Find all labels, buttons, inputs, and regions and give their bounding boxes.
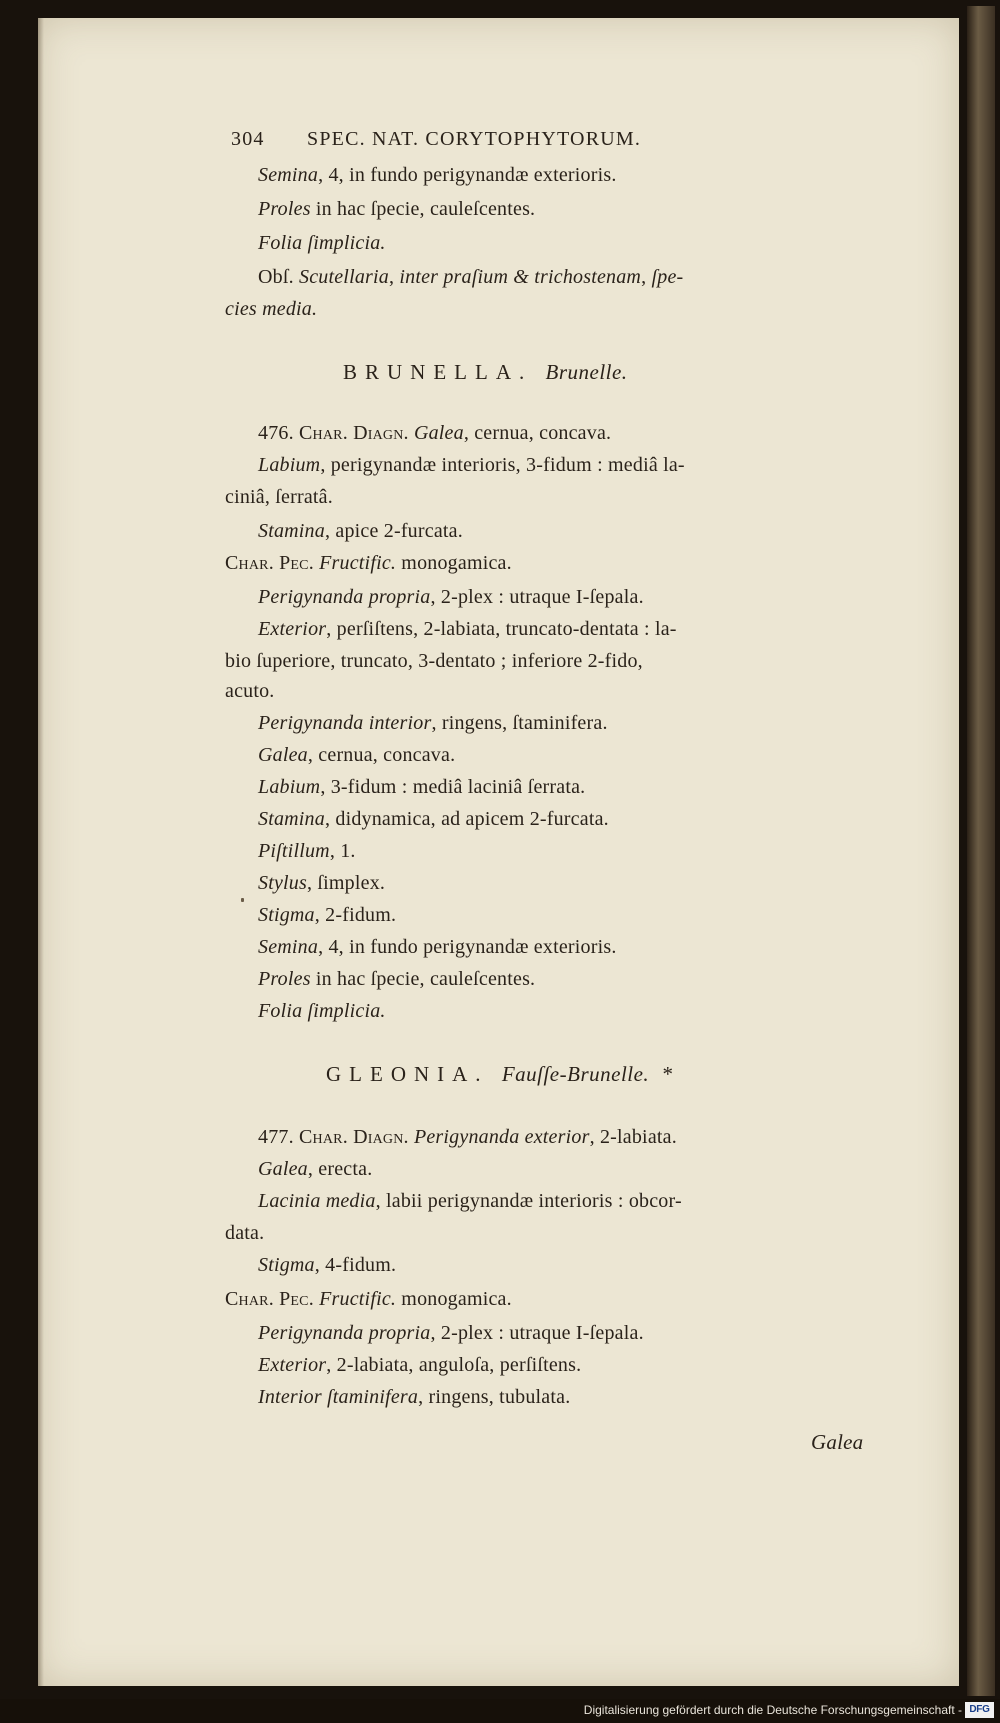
term: Stigma [258,904,315,926]
text-line [225,1288,512,1311]
term: cies media. [225,298,318,320]
description: , ringens, ſtaminifera. [431,712,608,734]
section-label: Char. Diagn. [299,1126,414,1148]
description: bio ſuperiore, truncato, 3-dentato ; inferiore 2-fido, [225,650,643,672]
description: ciniâ, ſerratâ. [225,486,333,508]
description: , ſimplex. [306,872,386,894]
text-line [258,1000,386,1023]
text-line [258,1254,396,1277]
term: Scutellaria [299,266,389,288]
text-line [258,232,386,255]
section-label: Char. Pec. [225,1288,320,1310]
text-line [258,422,611,445]
term: Stamina [258,808,325,830]
text-line [258,1354,581,1377]
footer-credit: Digitalisierung gefördert durch die Deutsche Forschungsgemeinschaft - [583,1703,962,1717]
term: Perigynanda propria [258,1322,431,1344]
term: Galea [258,744,308,766]
description: in hac ſpecie, cauleſcentes. [310,198,536,220]
text-line [225,552,512,575]
term: Labium [258,776,321,798]
genus-name: BRUNELLA. [343,360,533,384]
text-line [258,1126,677,1149]
term: Proles [258,198,311,220]
dfg-logo: DFG [965,1702,994,1718]
term: Galea [258,1158,308,1180]
description: , 4, in fundo perigynandæ exterioris. [318,164,617,186]
description: in hac ſpecie, cauleſcentes. [310,968,536,990]
description: , erecta. [307,1158,373,1180]
term: inter praſium & trichostenam [399,266,642,288]
term: Folia ſimplicia. [258,1000,386,1022]
book-spine [967,6,995,1696]
description: monogamica. [396,1288,512,1310]
term: Exterior [258,1354,327,1376]
text-line [258,198,535,221]
text-line [258,712,608,735]
punctuation: , [641,266,652,288]
text-line [258,1158,372,1181]
text-line [225,1222,264,1245]
text-line [225,680,275,703]
text-line [258,164,617,187]
term: Lacinia media [258,1190,376,1212]
genus-vernacular: Brunelle. [545,360,628,384]
text-line [258,904,396,927]
text-line [258,968,535,991]
description: data. [225,1222,265,1244]
term: Stylus [258,872,307,894]
genus-heading-brunella [343,360,628,385]
text-line [258,586,644,609]
term: Labium [258,454,321,476]
text-line [258,840,356,863]
term: Piſtillum [258,840,330,862]
term: Fructific. [319,552,397,574]
catchword: Galea [811,1430,864,1454]
genus-name: GLEONIA. [326,1062,489,1086]
term: Folia ſimplicia. [258,232,386,254]
description: , 2-labiata, anguloſa, perſiſtens. [326,1354,582,1376]
asterisk-mark: * [649,1062,681,1086]
text-line [258,1386,570,1409]
entry-number: 477. [258,1126,299,1148]
text-line [258,1190,682,1213]
text-line [258,744,455,767]
page-edge-shadow [38,18,44,1686]
punctuation: , [388,266,400,288]
term: Semina [258,936,319,958]
description: monogamica. [396,552,512,574]
description: , 2-labiata. [589,1126,677,1148]
term: Stigma [258,1254,315,1276]
text-line [258,872,385,895]
term: Interior ſtaminifera [258,1386,419,1408]
term: Exterior [258,618,327,640]
text-line [258,520,463,543]
description: acuto. [225,680,275,702]
text-line [258,618,677,641]
text-line [225,650,643,673]
book-page [38,18,959,1686]
term: Perigynanda interior [258,712,432,734]
term: Perigynanda propria [258,586,431,608]
description: , 2-plex : utraque I-ſepala. [430,586,644,608]
section-label: Char. Pec. [225,552,320,574]
page-number: 304 [231,128,265,150]
genus-heading-gleonia [326,1062,681,1087]
section-label: Char. Diagn. [299,422,414,444]
description: , 1. [329,840,356,862]
description: , 2-fidum. [314,904,397,926]
text-line [258,454,685,477]
text-line [258,776,585,799]
description: , labii perigynandæ interioris : obcor- [375,1190,682,1212]
genus-vernacular: Fauſſe-Brunelle. [501,1062,650,1086]
description: , perigynandæ interioris, 3-fidum : mediâ la- [320,454,685,476]
term: Perigynanda exterior [413,1126,590,1148]
description: , 4, in fundo perigynandæ exterioris. [318,936,617,958]
text-line [258,808,609,831]
running-head [231,128,641,151]
description: , 2-plex : utraque I-ſepala. [430,1322,644,1344]
text-line [225,298,317,321]
description: , didynamica, ad apicem 2-furcata. [324,808,609,830]
text-line [258,1322,644,1345]
term: Semina [258,164,319,186]
digitization-footer [0,1699,1000,1723]
entry-number: 476. [258,422,299,444]
term: Stamina [258,520,325,542]
running-title: SPEC. NAT. CORYTOPHYTORUM. [307,128,642,150]
description: , ringens, tubulata. [418,1386,571,1408]
description: , 3-fidum : mediâ laciniâ ſerrata. [320,776,586,798]
description: , perſiſtens, 2-labiata, truncato-dentata : la- [326,618,677,640]
text-line [258,936,617,959]
ink-speck [241,898,244,902]
abbreviation: Obſ. [258,266,299,288]
description: , 4-fidum. [314,1254,397,1276]
term: Fructific. [319,1288,397,1310]
term: Proles [258,968,311,990]
text-line [225,486,333,509]
description: , apice 2-furcata. [324,520,463,542]
text-line [258,266,683,289]
description: , cernua, concava. [463,422,612,444]
term: ſpe- [651,266,684,288]
description: , cernua, concava. [307,744,456,766]
term: Galea [413,422,464,444]
